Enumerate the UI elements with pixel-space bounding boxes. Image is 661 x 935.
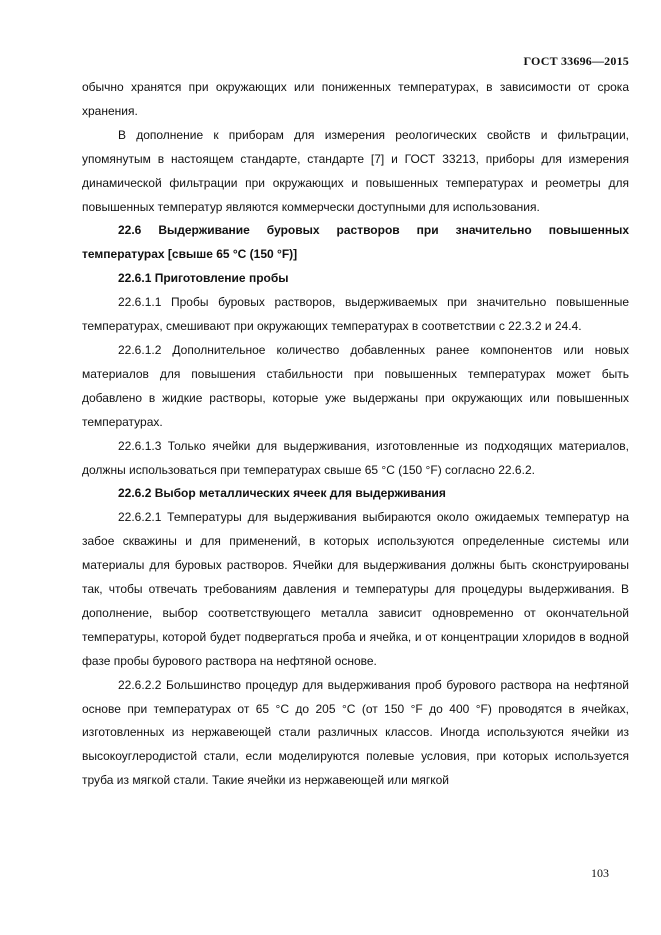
- paragraph-22-6-1-1: 22.6.1.1 Пробы буровых растворов, выдерживаемых при значительно повышенные температурах, смешивают при окружающих температурах в соответствии с 22.3.2 и 24.4.: [82, 295, 629, 334]
- section-heading-22-6: 22.6 Выдерживание буровых растворов при значительно повышенных температурах [свыше 65 °С (150 °F)]: [82, 223, 629, 262]
- paragraph-22-6-2-2: 22.6.2.2 Большинство процедур для выдерживания проб бурового раствора на нефтяной основе при температурах от 65 °С до 205 °С (от 150 °F до 400 °F) проводятся в ячейках, изготовленных из нержавеющей стали различных классов. Иногда используются ячейки из высокоуглеродистой стали, если моделируются полевые условия, при которых используется труба из мягкой стали. Такие ячейки из нержавеющей или мягкой: [82, 677, 629, 788]
- paragraph-22-6-1-2: 22.6.1.2 Дополнительное количество добавленных ранее компонентов или новых материалов для повышения стабильности при повышенных температурах может быть добавлено в жидкие растворы, которые уже выдержаны при окружающих или повышенных температурах.: [82, 342, 629, 429]
- subsection-heading-22-6-2: 22.6.2 Выбор металлических ячеек для выдерживания: [118, 486, 446, 501]
- document-header: ГОСТ 33696—2015: [523, 54, 629, 68]
- page-number: 103: [591, 866, 609, 880]
- paragraph-22-6-1-3: 22.6.1.3 Только ячейки для выдерживания, изготовленные из подходящих материалов, должны использоваться при температурах свыше 65 °С (150 °F) согласно 22.6.2.: [82, 438, 629, 477]
- paragraph-instruments: В дополнение к приборам для измерения реологических свойств и фильтрации, упомянутым в настоящем стандарте, стандарте [7] и ГОСТ 33213, приборы для измерения динамической фильтрации при окружающих и повышенных температурах и реометры для повышенных температур являются коммерчески доступными для использования.: [82, 127, 629, 214]
- subsection-heading-22-6-1: 22.6.1 Приготовление пробы: [118, 271, 289, 286]
- paragraph-22-6-2-1: 22.6.2.1 Температуры для выдерживания выбираются около ожидаемых температур на забое скважины и для применений, в которых используются определенные системы или материалы для буровых растворов. Ячейки для выдерживания должны быть сконструированы так, чтобы отвечать требованиям давления и температуры для процедуры выдерживания. В дополнение, выбор соответствующего металла зависит одновременно от окончательной температуры, которой будет подвергаться проба и ячейка, и от концентрации хлоридов в водной фазе пробы бурового раствора на нефтяной основе.: [82, 510, 629, 668]
- paragraph-continuation: обычно хранятся при окружающих или пониженных температурах, в зависимости от срока хранения.: [82, 80, 629, 118]
- page-body: [82, 76, 629, 793]
